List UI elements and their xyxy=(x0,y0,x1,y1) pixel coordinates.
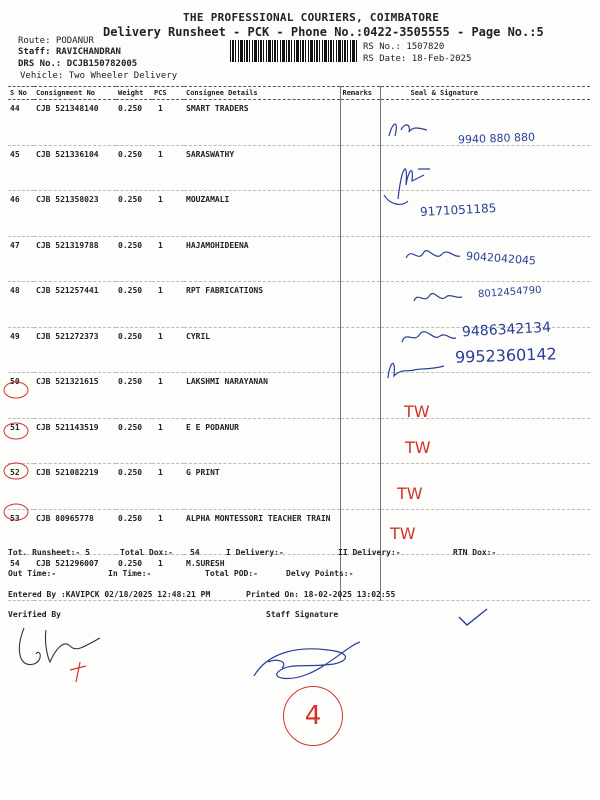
col-consignment: Consignment No xyxy=(34,87,116,100)
table-row xyxy=(8,464,590,510)
out-time: Out Time:- xyxy=(8,569,57,578)
staff-label: Staff: xyxy=(18,47,51,57)
cell-consignment: CJB 521296007 xyxy=(34,555,116,601)
cell-sno: 49 xyxy=(8,327,34,373)
runsheet-table xyxy=(8,86,590,601)
table-row xyxy=(8,418,590,464)
cell-weight: 0.250 xyxy=(116,373,152,419)
col-remarks: Remarks xyxy=(340,87,380,100)
cell-consignee: M.SURESH xyxy=(184,555,340,601)
cell-sno: 50 xyxy=(8,373,34,419)
cell-consignment: CJB 521272373 xyxy=(34,327,116,373)
cell-pcs: 1 xyxy=(152,464,184,510)
total-dox-value: 54 xyxy=(190,548,200,557)
table-row xyxy=(8,191,590,237)
handwritten-phone: 9940 880 880 xyxy=(457,130,536,147)
cell-remarks xyxy=(340,282,380,328)
cell-sno: 48 xyxy=(8,282,34,328)
cell-remarks xyxy=(340,191,380,237)
cell-sno: 53 xyxy=(8,509,34,555)
cell-weight: 0.250 xyxy=(116,464,152,510)
cell-consignee: E E PODANUR xyxy=(184,418,340,464)
cell-consignee: LAKSHMI NARAYANAN xyxy=(184,373,340,419)
cell-weight: 0.250 xyxy=(116,191,152,237)
col-sno: S No xyxy=(8,87,34,100)
ii-delivery: II Delivery:- xyxy=(338,548,401,557)
col-pcs: PCS xyxy=(152,87,184,100)
table-row xyxy=(8,509,590,555)
cell-consignee: CYRIL xyxy=(184,327,340,373)
barcode xyxy=(230,40,358,62)
cell-pcs: 1 xyxy=(152,236,184,282)
cell-remarks xyxy=(340,145,380,191)
cell-consignment: CJB 521319788 xyxy=(34,236,116,282)
entered-by: Entered By :KAVIPCK 02/18/2025 12:48:21 PM xyxy=(8,590,211,599)
cell-consignment: CJB 521348140 xyxy=(34,100,116,146)
circled-count-value: 4 xyxy=(304,701,322,731)
cell-consignee: RPT FABRICATIONS xyxy=(184,282,340,328)
cell-remarks xyxy=(340,464,380,510)
col-consignee: Consignee Details xyxy=(184,87,340,100)
cell-weight: 0.250 xyxy=(116,418,152,464)
cell-remarks xyxy=(340,327,380,373)
cell-consignee: SMART TRADERS xyxy=(184,100,340,146)
cell-sno: 46 xyxy=(8,191,34,237)
cell-consignee: HAJAMOHIDEENA xyxy=(184,236,340,282)
cell-pcs: 1 xyxy=(152,555,184,601)
staff-name: RAVICHANDRAN xyxy=(55,47,121,57)
rs-date: RS Date: 18-Feb-2025 xyxy=(363,54,472,64)
cell-seal xyxy=(380,555,590,601)
handwritten-mark: TW xyxy=(397,484,423,503)
cell-consignee: MOUZAMALI xyxy=(184,191,340,237)
staff-signature: Staff Signature xyxy=(266,610,339,619)
handwritten-signature-49 xyxy=(410,287,466,307)
verifier-signature xyxy=(10,618,120,690)
cell-remarks xyxy=(340,100,380,146)
cell-pcs: 1 xyxy=(152,509,184,555)
cell-consignment: CJB 521336104 xyxy=(34,145,116,191)
i-delivery: I Delivery:- xyxy=(226,548,284,557)
col-seal: Seal & Signature xyxy=(380,87,590,100)
red-circle-marks xyxy=(2,374,32,524)
handwritten-mark: TW xyxy=(404,402,430,421)
handwritten-phone: 9042042045 xyxy=(465,249,537,268)
delvy-points: Delvy Points:- xyxy=(286,569,354,578)
cell-consignment: CJB 521321615 xyxy=(34,373,116,419)
handwritten-phone: 9486342134 xyxy=(461,319,552,341)
cell-pcs: 1 xyxy=(152,191,184,237)
cell-consignee: G PRINT xyxy=(184,464,340,510)
cell-sno: 45 xyxy=(8,145,34,191)
cell-consignment: CJB 521143519 xyxy=(34,418,116,464)
col-weight: Weight xyxy=(116,87,152,100)
company-title: THE PROFESSIONAL COURIERS, COIMBATORE xyxy=(183,11,440,24)
cell-pcs: 1 xyxy=(152,418,184,464)
check-mark-icon xyxy=(455,605,491,629)
handwritten-phone: 9171051185 xyxy=(419,201,497,219)
rs-number: RS No.: 1507820 xyxy=(363,42,445,52)
total-pod: Total POD:- xyxy=(205,569,258,578)
cell-weight: 0.250 xyxy=(116,555,152,601)
cell-weight: 0.250 xyxy=(116,236,152,282)
cell-sno: 51 xyxy=(8,418,34,464)
handwritten-phone: 9952360142 xyxy=(454,344,558,367)
cell-weight: 0.250 xyxy=(116,327,152,373)
cell-sno: 44 xyxy=(8,100,34,146)
circled-count xyxy=(283,686,343,746)
handwritten-signature-50 xyxy=(378,350,448,384)
cell-pcs: 1 xyxy=(152,145,184,191)
total-dox-label: Total Dox:- xyxy=(120,548,173,557)
cell-pcs: 1 xyxy=(152,327,184,373)
cell-weight: 0.250 xyxy=(116,145,152,191)
cell-consignee: ALPHA MONTESSORI TEACHER TRAIN xyxy=(184,509,340,555)
tot-runsheet: Tot. Runsheet:- 5 xyxy=(8,548,90,557)
table-row xyxy=(8,373,590,419)
handwritten-phone: 8012454790 xyxy=(477,284,542,301)
cell-sno: 54 xyxy=(8,555,34,601)
table-row xyxy=(8,145,590,191)
cell-sno: 47 xyxy=(8,236,34,282)
handwritten-mark: TW xyxy=(405,438,431,457)
handwritten-mark: TW xyxy=(390,524,416,543)
rtn-dox: RTN Dox:- xyxy=(453,548,497,557)
cell-remarks xyxy=(340,236,380,282)
handwritten-signature-49b xyxy=(398,326,458,348)
cell-pcs: 1 xyxy=(152,282,184,328)
handwritten-signature-48 xyxy=(402,244,462,266)
staff xyxy=(18,47,121,57)
cell-remarks xyxy=(340,373,380,419)
printed-on: Printed On: 18-02-2025 13:02:55 xyxy=(246,590,396,599)
drs-label: DRS No.: xyxy=(18,59,62,69)
cell-weight: 0.250 xyxy=(116,100,152,146)
staff-signature-scribble xyxy=(248,632,368,692)
cell-pcs: 1 xyxy=(152,100,184,146)
vehicle-type: Vehicle: Two Wheeler Delivery xyxy=(20,71,178,81)
cell-weight: 0.250 xyxy=(116,282,152,328)
route: Route: PODANUR xyxy=(18,36,94,46)
cell-consignment: CJB 521358023 xyxy=(34,191,116,237)
runsheet-subtitle: Delivery Runsheet - PCK - Phone No.:0422-3505555 - Page No.:5 xyxy=(103,25,544,39)
handwritten-signature-44 xyxy=(383,116,453,144)
cell-sno: 52 xyxy=(8,464,34,510)
cell-pcs: 1 xyxy=(152,373,184,419)
cell-consignment: CJB 80965778 xyxy=(34,509,116,555)
drs-value: DCJB150782005 xyxy=(66,59,138,69)
cell-consignee: SARASWATHY xyxy=(184,145,340,191)
cell-consignment: CJB 521257441 xyxy=(34,282,116,328)
table-header-row xyxy=(8,87,590,100)
cell-consignment: CJB 521082219 xyxy=(34,464,116,510)
cell-remarks xyxy=(340,418,380,464)
cell-weight: 0.250 xyxy=(116,509,152,555)
drs-number xyxy=(18,59,137,69)
in-time: In Time:- xyxy=(108,569,152,578)
verified-by: Verified By xyxy=(8,610,61,619)
